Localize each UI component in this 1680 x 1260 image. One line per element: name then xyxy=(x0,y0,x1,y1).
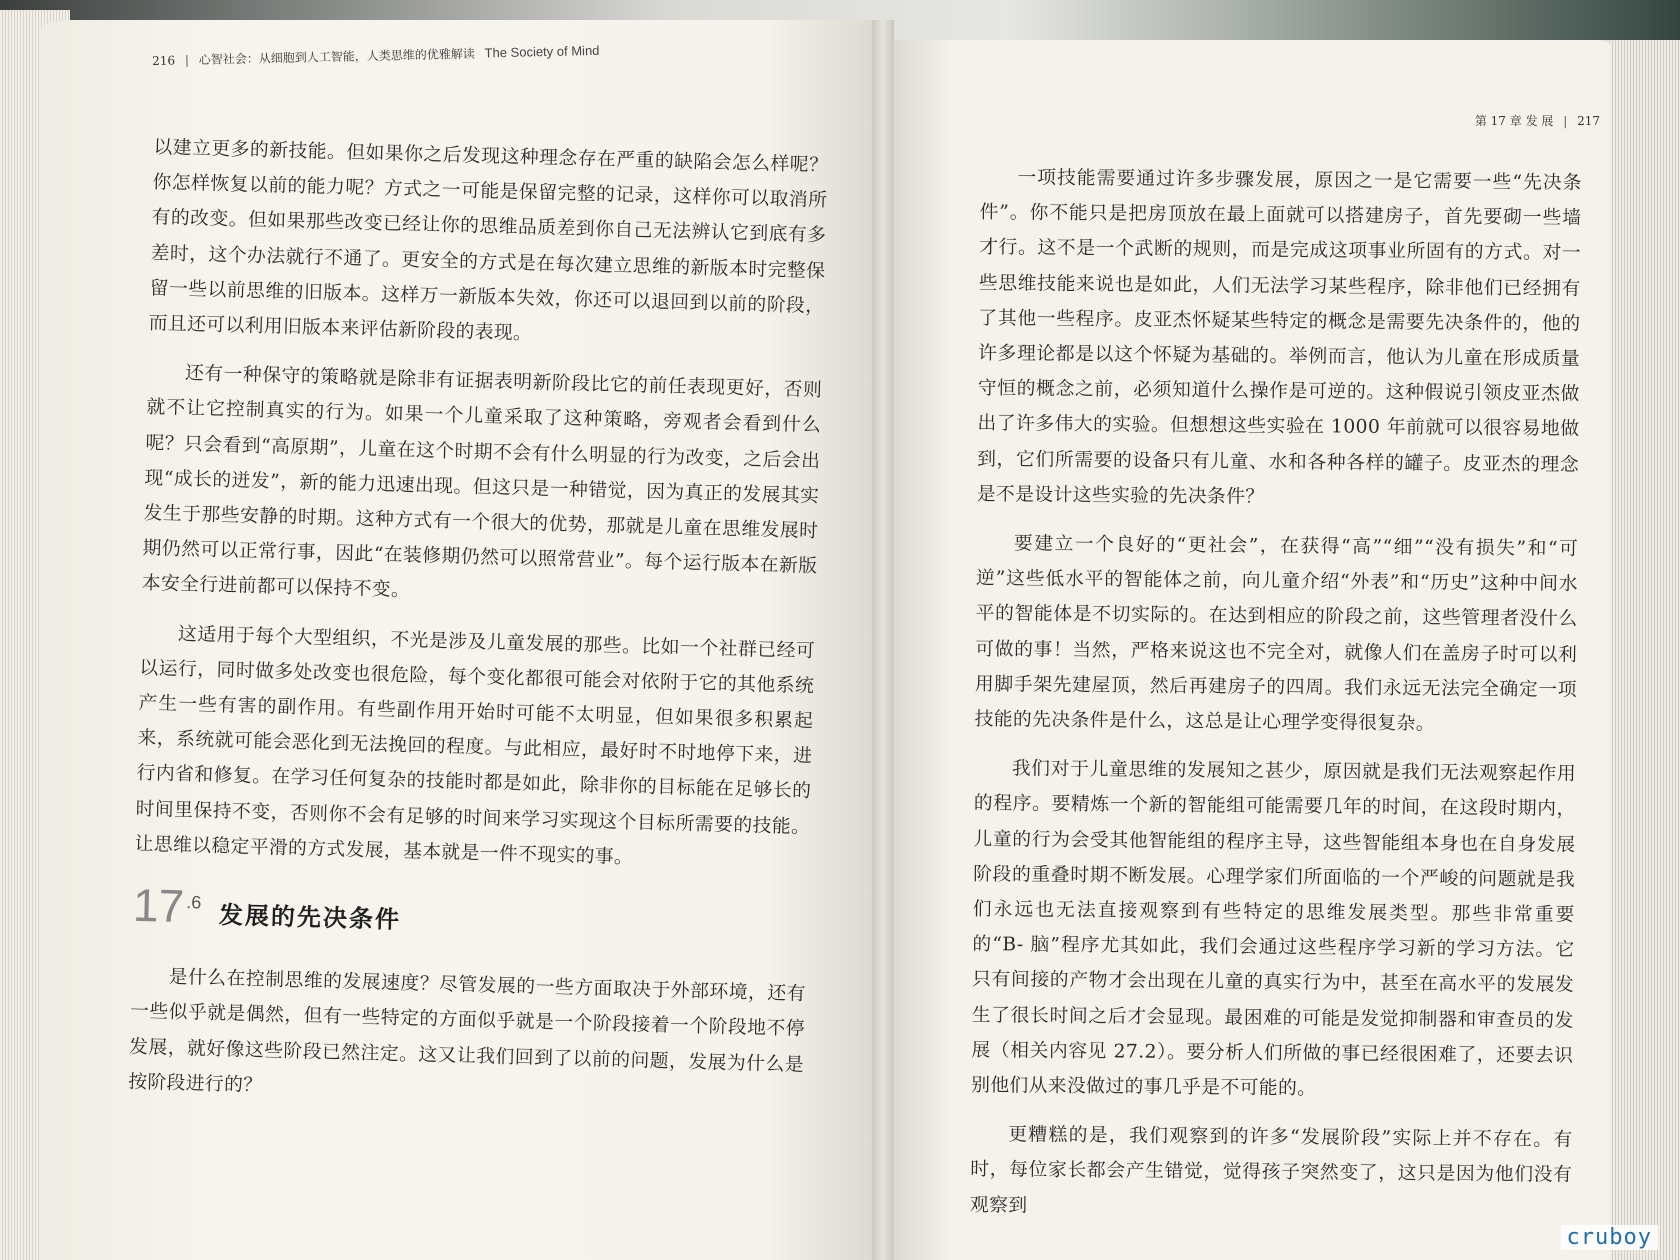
watermark: cruboy xyxy=(1561,1225,1658,1250)
paragraph: 更糟糕的是，我们观察到的许多“发展阶段”实际上并不存在。有时，每位家长都会产生错觉，觉得孩子突然变了，这只是因为他们没有观察到 xyxy=(969,1124,1573,1217)
section-title: 发展的先决条件 xyxy=(218,900,402,935)
right-running-header xyxy=(1475,112,1600,129)
section-subnumber: .6 xyxy=(186,892,202,913)
book-title-english: The Society of Mind xyxy=(484,42,600,61)
paragraph: 我们对于儿童思维的发展知之甚少，原因就是我们无法观察起作用的程序。要精炼一个新的智能组可能需要几年的时间，在这段时期内，儿童的行为会受其他智能组的程序主导，这些智能组本身也在自身发展阶段的重叠时期不断发展。心理学家们所面临的一个严峻的问题就是我们永远也无法直接观察到有些特定的思维发展类型。那些非常重要的“B- 脑”程序尤其如此，我们会通过这些程序学习新的学习方法。它只有间接的产物才会出现在儿童的真实行为中，甚至在高水平的发展发生了很长时间之后才会显现。最困难的可能是发觉抑制器和审查员的发展（相关内容见 27.2）。要分析人们所做的事已经很困难了，还要去识别他们从来没做过的事几乎是不可能的。 xyxy=(971,758,1577,1100)
paragraph: 一项技能需要通过许多步骤发展，原因之一是它需要一些“先决条件”。你不能只是把房顶放在最上面就可以搭建房子，首先要砌一些墙才行。这不是一个武断的规则，而是完成这项事业所固有的方式。对一些思维技能来说也是如此，人们无法学习某些程序，除非他们已经拥有了其他一些程序。皮亚杰怀疑某些特定的概念是需要先决条件的，他的许多理论都是以这个怀疑为基础的。举例而言，他认为儿童在形成质量守恒的概念之前，必须知道什么操作是可逆的。这种假说引领皮亚杰做出了许多伟大的实验。但想想这些实验在 1000 年前就可以很容易地做到，它们所需要的设备只有儿童、水和各种各样的罐子。皮亚杰的理念是不是设计这些实验的先决条件？ xyxy=(976,167,1582,508)
paragraph: 要建立一个良好的“更社会”，在获得“高”“细”“没有损失”和“可逆”这些低水平的智能体之前，向儿童介绍“外表”和“历史”这种中间水平的智能体是不切实际的。在达到相应的阶段之前，这些管理者没什么可做的事！当然，严格来说这也不完全对，就像人们在盖房子时可以利用脚手架先建屋顶，然后再建房子的四周。我们永远无法完全确定一项技能的先决条件是什么，这总是让心理学变得很复杂。 xyxy=(974,533,1579,735)
paragraph: 还有一种保守的策略就是除非有证据表明新阶段比它的前任表现更好，否则就不让它控制真实的行为。如果一个儿童采取了这种策略，旁观者会看到什么呢？只会看到“高原期”，儿童在这个时期不会有什么明显的行为改变，之后会出现“成长的迸发”，新的能力迅速出现。但这只是一种错觉，因为真正的发展其实发生于那些安静的时期。这种方式有一个很大的优势，那就是儿童在思维发展时期仍然可以正常行事，因此“在装修期仍然可以照常营业”。每个运行版本在新版本安全行进前都可以保持不变。 xyxy=(141,363,823,602)
header-separator: | xyxy=(1563,114,1568,128)
paragraph: 是什么在控制思维的发展速度？尽管发展的一些方面取决于外部环境，还有一些似乎就是偶然，但有一些特定的方面似乎就是一个阶段接着一个阶段地不停发展，就好像这些阶段已然注定。这又让我们回到了以前的问题，发展为什么是按阶段进行的？ xyxy=(127,966,807,1097)
right-page-number: 217 xyxy=(1577,114,1600,128)
section-heading xyxy=(132,880,808,951)
left-page-number: 216 xyxy=(152,53,176,68)
right-page-text xyxy=(970,160,1582,1243)
paragraph: 以建立更多的新技能。但如果你之后发现这种理念存在严重的缺陷会怎么样呢？你怎样恢复以前的能力呢？方式之一可能是保留完整的记录，这样你可以取消所有的改变。但如果那些改变已经让你的思维品质差到你自己无法辨认它到底有多差时，这个办法就行不通了。更安全的方式是在每次建立思维的新版本时完整保留一些以前思维的旧版本。这样万一新版本失效，你还可以退回到以前的阶段，而且还可以利用旧版本来评估新阶段的表现。 xyxy=(148,136,829,345)
paragraph: 这适用于每个大型组织，不光是涉及儿童发展的那些。比如一个社群已经可以运行，同时做多处改变也很危险，每个变化都很可能会对依附于它的其他系统产生一些有害的副作用。有些副作用开始时可能不太明显，但如果很多积累起来，系统就可能会恶化到无法挽回的程度。与此相应，最好时不时地停下来，进行内省和修复。在学习任何复杂的技能时都是如此，除非你的目标能在足够长的时间里保持不变，否则你不会有足够的时间来学习实现这个目标所需要的技能。让思维以稳定平滑的方式发展，基本就是一件不现实的事。 xyxy=(134,623,816,869)
section-number: 17 xyxy=(132,878,185,933)
header-separator: | xyxy=(184,53,190,68)
chapter-label: 第 17 章 发 展 xyxy=(1474,114,1554,128)
book-title: 心智社会：从细胞到人工智能，人类思维的优雅解读 xyxy=(198,46,475,67)
left-page-text xyxy=(127,130,828,1132)
book-gutter xyxy=(872,20,894,1260)
